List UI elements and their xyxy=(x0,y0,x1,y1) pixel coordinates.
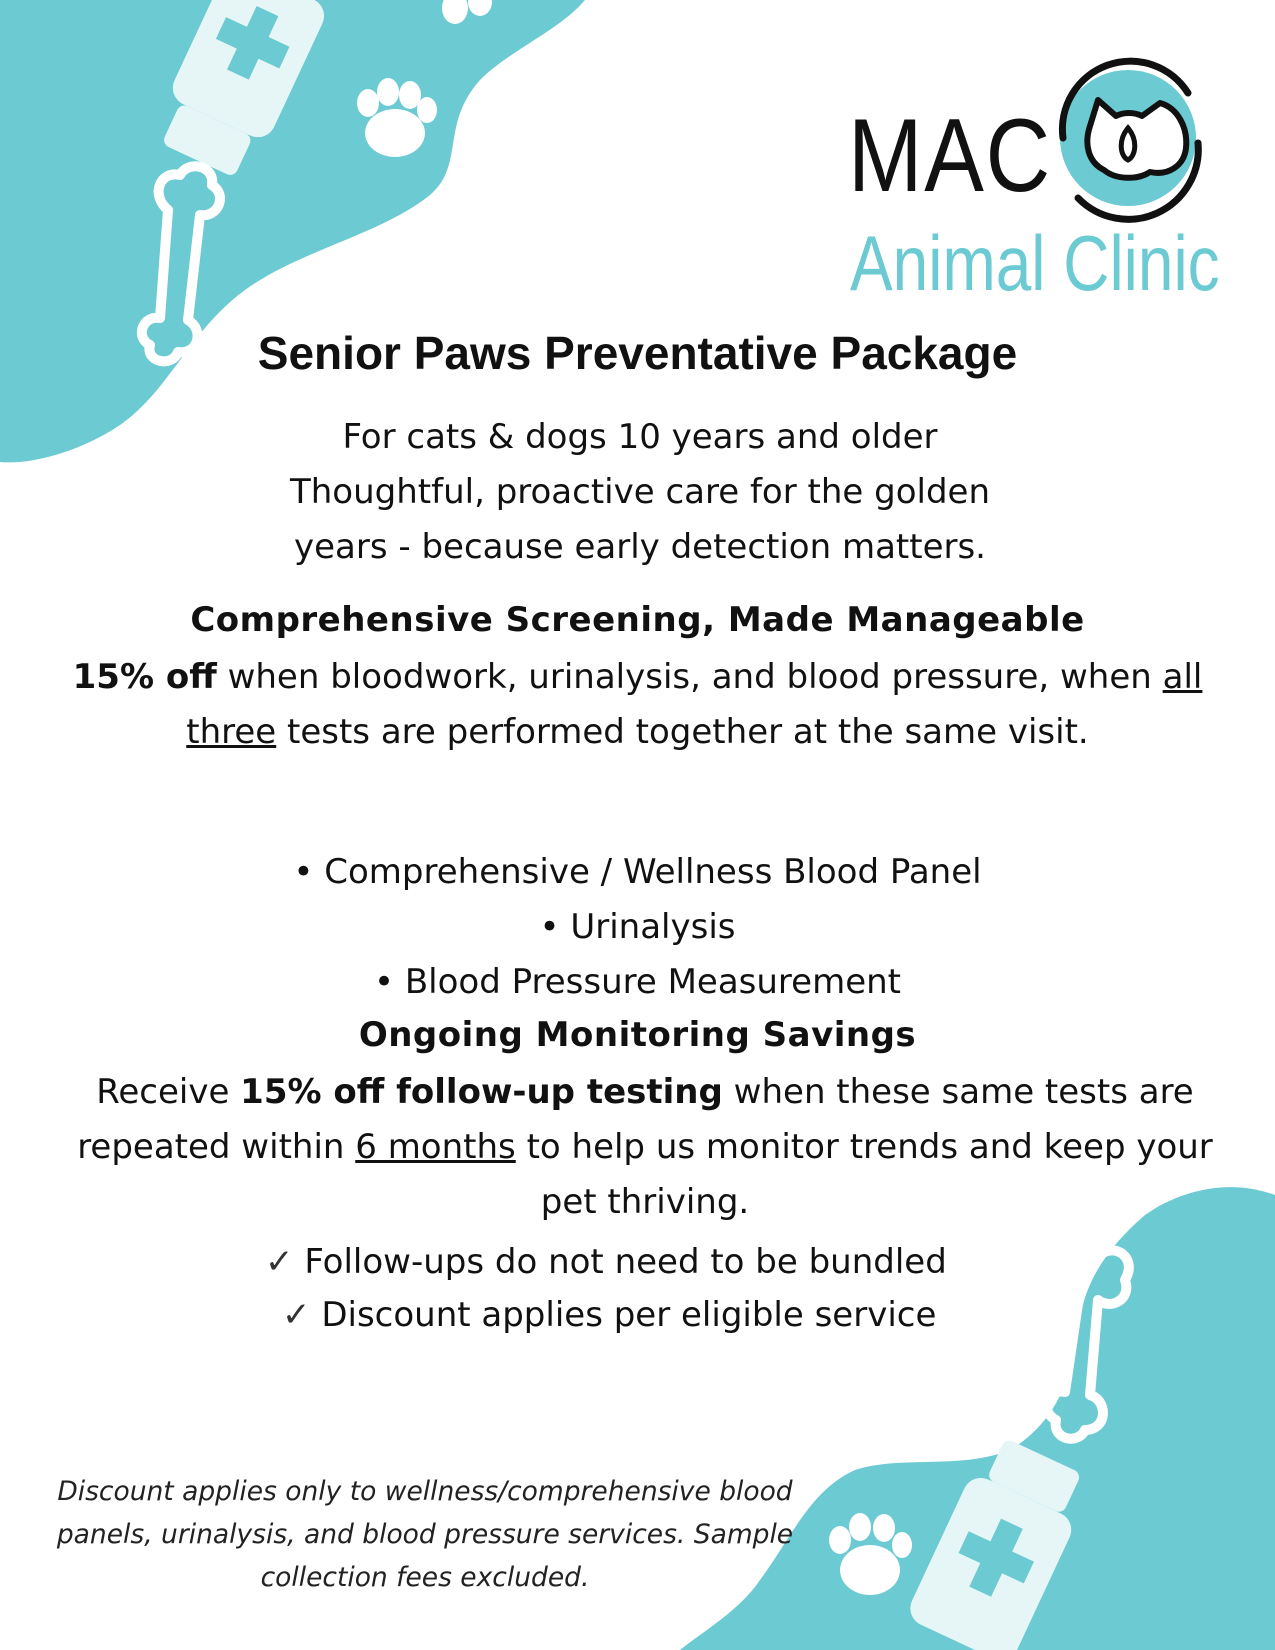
check-icon: ✓ xyxy=(282,1295,311,1335)
disclaimer: Discount applies only to wellness/comprehensive blood panels, urinalysis, and blood pressure services. Sample collection fees excluded. xyxy=(56,1476,794,1593)
test-list xyxy=(0,845,1275,1010)
screening-heading: Comprehensive Screening, Made Manageable xyxy=(190,600,1085,640)
list-item: • Comprehensive / Wellness Blood Panel xyxy=(293,852,982,892)
logo-wordmark: MAC xyxy=(848,98,1052,214)
clinic-logo xyxy=(848,48,1228,308)
dog-cat-badge-icon xyxy=(1038,48,1218,228)
screening-discount: 15% off xyxy=(72,657,217,697)
intro-line: years - because early detection matters. xyxy=(294,527,986,567)
logo-subtitle: Animal Clinic xyxy=(850,219,1220,307)
check-item: ✓ Follow-ups do not need to be bundled xyxy=(265,1242,947,1282)
list-item: • Blood Pressure Measurement xyxy=(373,962,902,1002)
monitoring-emphasis: 6 months xyxy=(355,1127,516,1167)
page-title: Senior Paws Preventative Package xyxy=(257,327,1018,379)
monitoring-text: Receive 15% off follow-up testing when these same tests are repeated within 6 months to help us monitor trends and keep your pet thriving. xyxy=(77,1072,1213,1222)
screening-emphasis: all three xyxy=(186,657,1203,752)
intro-line: Thoughtful, proactive care for the golden xyxy=(289,472,990,512)
list-item: • Urinalysis xyxy=(539,907,736,947)
screening-text: 15% off when bloodwork, urinalysis, and blood pressure, when all three tests are performed together at the same visit. xyxy=(72,657,1203,752)
check-icon: ✓ xyxy=(265,1242,294,1282)
intro-text xyxy=(200,410,1080,575)
intro-line: For cats & dogs 10 years and older xyxy=(342,417,938,457)
check-item: ✓ Discount applies per eligible service xyxy=(282,1295,937,1335)
monitoring-discount: 15% off follow-up testing xyxy=(240,1072,723,1112)
monitoring-heading: Ongoing Monitoring Savings xyxy=(358,1015,917,1055)
